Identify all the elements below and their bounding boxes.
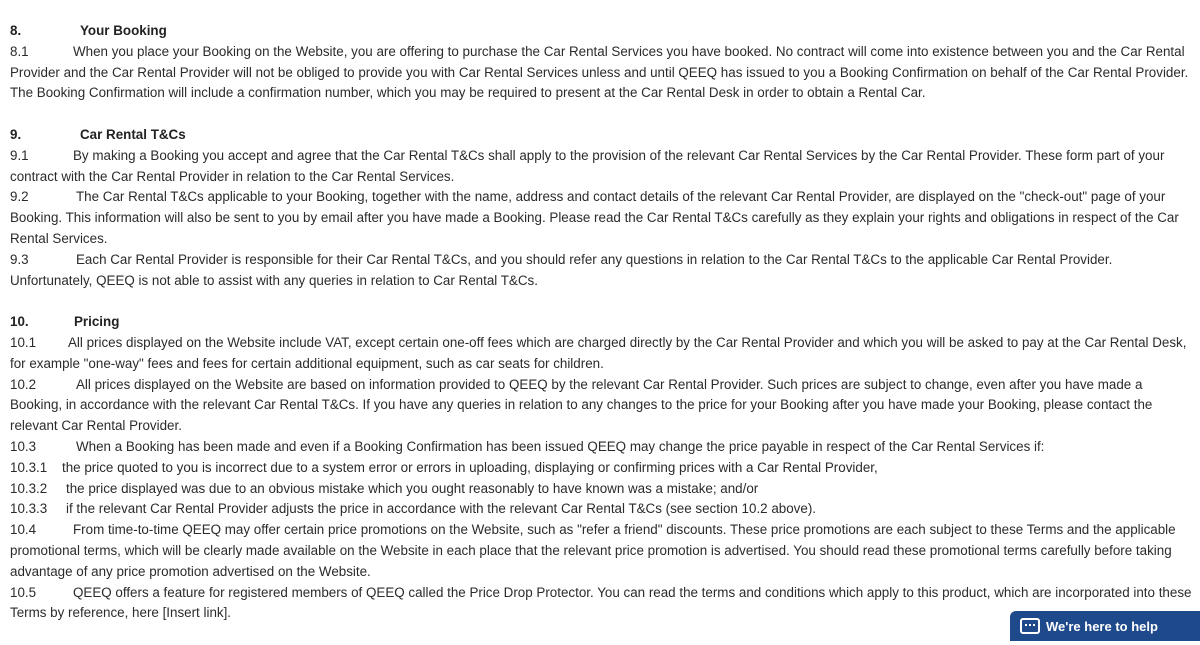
section-number: 9. — [10, 126, 22, 142]
clause — [10, 375, 1192, 437]
clause-number: 10.3.1 — [10, 459, 48, 475]
clause-number: 10.5 — [10, 584, 37, 600]
section-9 — [10, 125, 1192, 291]
clause-text: From time-to-time QEEQ may offer certain price promotions on the Website, such as "refer a friend" discounts. These price promotions are each subject to these Terms and the applicable promotional terms, which will be clearly made available on the Website in each place that the relevant price promotion is advertised. You should read these promotional terms carefully before taking advantage of any price promotion advertised on the Website. — [10, 522, 1176, 579]
clause — [10, 520, 1192, 582]
section-number: 8. — [10, 23, 22, 38]
clause-text: Each Car Rental Provider is responsible for their Car Rental T&Cs, and you should refer any questions in relation to the Car Rental T&Cs to the applicable Car Rental Provider. Unfortunately, QEEQ is not able to assist with any queries in relation to Car Rental T&Cs. — [10, 251, 1113, 288]
clause-number: 10.4 — [10, 522, 37, 538]
clause-number: 9.3 — [10, 251, 29, 267]
section-title: Car Rental T&Cs — [80, 126, 186, 142]
clause — [10, 146, 1192, 188]
clause-number: 10.1 — [10, 334, 37, 350]
clause-number: 9.1 — [10, 147, 29, 163]
clause — [10, 499, 1192, 520]
clause-text: QEEQ offers a feature for registered members of QEEQ called the Price Drop Protector. You can read the terms and conditions which apply to this product, which are incorporated into these Terms by reference, here [Insert link]. — [10, 584, 1192, 621]
terms-document — [10, 21, 1192, 645]
clause — [10, 458, 1192, 479]
clause — [10, 333, 1192, 375]
clause-number: 10.2 — [10, 376, 37, 392]
clause-number: 9.2 — [10, 189, 29, 205]
section-number: 10. — [10, 314, 29, 330]
clause-text: if the relevant Car Rental Provider adjusts the price in accordance with the relevant Car Rental T&Cs (see section 10.2 above). — [66, 501, 817, 517]
clause-number: 8.1 — [10, 43, 29, 59]
section-title: Your Booking — [80, 23, 167, 38]
clause-number: 10.3.3 — [10, 501, 48, 517]
chat-help-button[interactable] — [1010, 611, 1200, 641]
chat-bubble-icon — [1020, 618, 1040, 634]
clause-text: When you place your Booking on the Website, you are offering to purchase the Car Rental Services you have booked. No contract will come into existence between you and the Car Rental Provider and the Car Rental Provider will not be obliged to provide you with Car Rental Services unless and until QEEQ has issued to you a Booking Confirmation on behalf of the Car Rental Provider. The Booking Confirmation will include a confirmation number, which you may be required to present at the Car Rental Desk in order to obtain a Rental Car. — [10, 43, 1189, 101]
clause-text: When a Booking has been made and even if a Booking Confirmation has been issued QEEQ may change the price payable in respect of the Car Rental Services if: — [76, 438, 1045, 454]
clause-text: By making a Booking you accept and agree that the Car Rental T&Cs shall apply to the provision of the relevant Car Rental Services by the Car Rental Provider. These form part of your contract with the Car Rental Provider in relation to the Car Rental Services. — [10, 147, 1165, 184]
clause — [10, 187, 1192, 249]
clause-number: 10.3.2 — [10, 480, 48, 496]
clause-text: The Car Rental T&Cs applicable to your Booking, together with the name, address and contact details of the relevant Car Rental Provider, are displayed on the "check-out" page of your Booking. This information will also be sent to you by email after you have made a Booking. Please read the Car Rental T&Cs carefully as they explain your rights and obligations in respect of the Car Rental Services. — [10, 189, 1179, 246]
clause — [10, 250, 1192, 292]
clause-text: the price displayed was due to an obvious mistake which you ought reasonably to have known was a mistake; and/or — [66, 480, 759, 496]
clause — [10, 42, 1192, 104]
clause — [10, 479, 1192, 500]
section-8 — [10, 21, 1192, 104]
section-heading — [10, 21, 1192, 42]
section-heading — [10, 312, 1192, 333]
clause-text: All prices displayed on the Website include VAT, except certain one-off fees which are charged directly by the Car Rental Provider and which you will be asked to pay at the Car Rental Desk, for example "one-way" fees and fees for certain additional equipment, such as car seats for children. — [10, 334, 1187, 371]
section-title: Pricing — [74, 314, 120, 330]
clause — [10, 437, 1192, 458]
clause-number: 10.3 — [10, 438, 37, 454]
clause-text: All prices displayed on the Website are based on information provided to QEEQ by the relevant Car Rental Provider. Such prices are subject to change, even after you have made a Booking, in accordance with the relevant Car Rental T&Cs. If you have any queries in relation to any changes to the price for your Booking after you have made your Booking, please contact the relevant Car Rental Provider. — [10, 376, 1153, 434]
section-heading — [10, 125, 1192, 146]
clause-text: the price quoted to you is incorrect due to a system error or errors in uploading, displaying or confirming prices with a Car Rental Provider, — [62, 459, 878, 475]
section-10 — [10, 312, 1192, 624]
chat-help-label: We're here to help — [1046, 618, 1158, 634]
